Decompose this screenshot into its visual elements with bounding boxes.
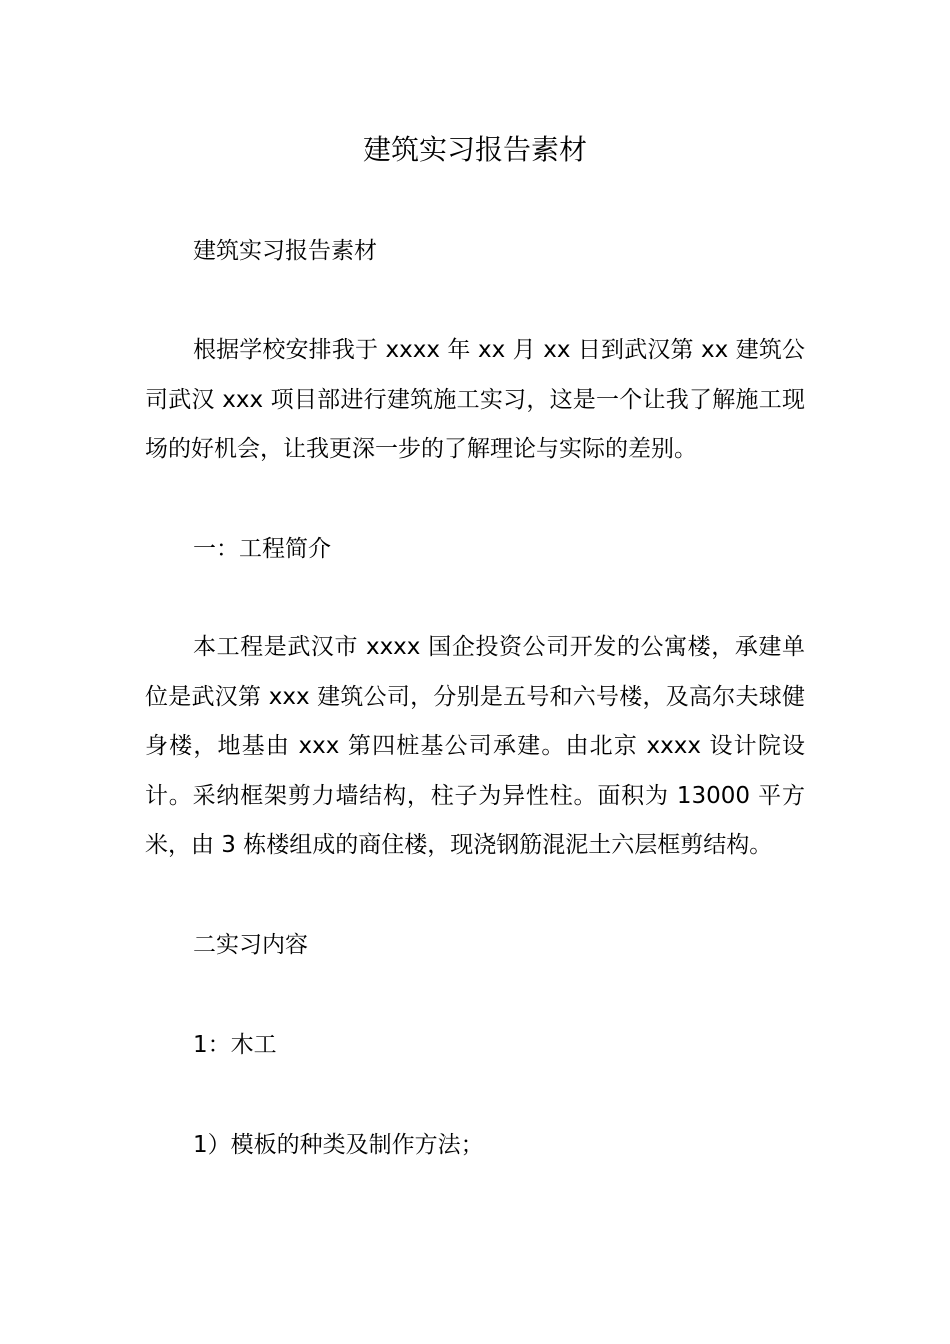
section-heading-internship-content: 二实习内容 (193, 932, 308, 958)
sub-item-formwork: 1）模板的种类及制作方法； (193, 1132, 484, 1158)
section-heading-project-overview: 一：工程简介 (193, 536, 331, 562)
intro-paragraph: 根据学校安排我于 xxxx 年 xx 月 xx 日到武汉第 xx 建筑公司武汉 xxx 项目部进行建筑施工实习，这是一个让我了解施工现场的好机会，让我更深一步的了解理论与实际的差别。 (145, 337, 805, 462)
subtitle-paragraph: 建筑实习报告素材 (193, 238, 377, 264)
project-description-paragraph: 本工程是武汉市 xxxx 国企投资公司开发的公寓楼，承建单位是武汉第 xxx 建筑公司，分别是五号和六号楼，及高尔夫球健身楼，地基由 xxx 第四桩基公司承建。由北京 xxxx 设计院设计。采纳框架剪力墙结构，柱子为异性柱。面积为 13000 平方米，由 3 栋楼组成的商住楼，现浇钢筋混泥土六层框剪结构。 (145, 634, 805, 858)
document-title: 建筑实习报告素材 (362, 133, 587, 166)
item-heading-carpentry: 1：木工 (193, 1032, 277, 1058)
